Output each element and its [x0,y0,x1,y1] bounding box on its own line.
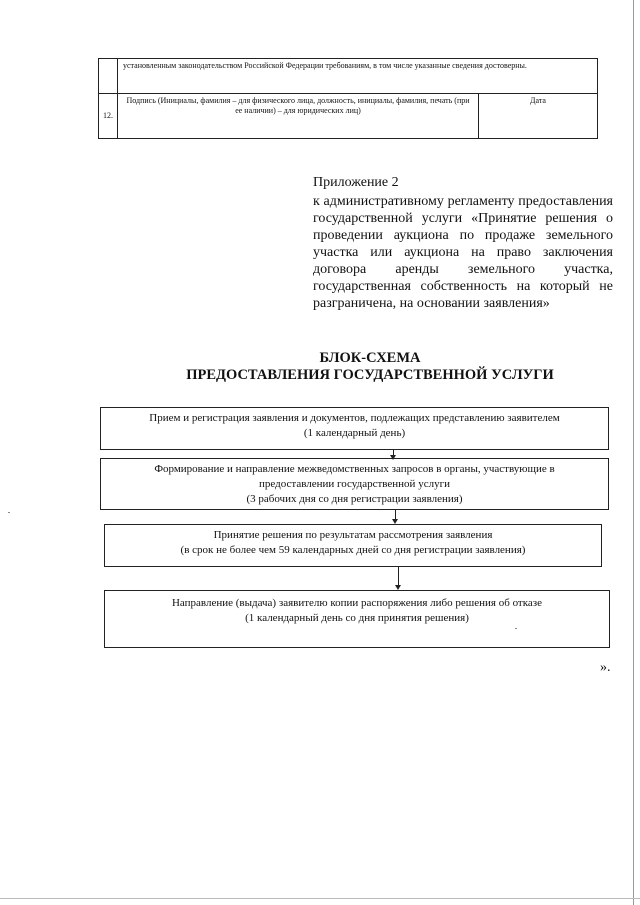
appendix-body: к административному регламенту предоставления государственной услуги «Принятие решения о проведении аукциона по продаже земельного участка или аукциона на право заключения договора аренды земельного участка, государственная собственность на который не разграничена, на основании заявления» [313,194,613,311]
row-number-cell: 12. [99,94,118,139]
heading-line-2: ПРЕДОСТАВЛЕНИЯ ГОСУДАРСТВЕННОЙ УСЛУГИ [186,367,554,383]
flow-step-box [100,458,609,510]
flow-step-box [104,524,602,567]
page-edge-right [633,0,634,905]
flow-step-text: предоставлении государственной услуги [259,478,450,490]
scan-speck [8,512,10,513]
row-number-cell [99,59,118,94]
closing-quote-mark: ». [600,660,611,675]
flow-step-duration: (3 рабочих дня со дня регистрации заявления) [246,493,463,505]
page-edge-bottom [0,898,640,899]
heading-line-1: БЛОК-СХЕМА [319,350,421,366]
flowchart-heading [100,350,640,384]
down-arrow-icon [393,450,394,456]
table-row [99,59,598,94]
date-cell: Дата [479,94,598,139]
appendix-block [313,174,613,312]
flow-step-duration: (1 календарный день со дня принятия решения) [245,612,469,624]
flow-step-duration: (1 календарный день) [303,427,406,439]
down-arrow-icon [398,567,399,586]
table-row [99,94,598,139]
flow-step-text: Направление (выдача) заявителю копии распоряжения либо решения об отказе [171,597,543,609]
form-table-fragment [98,58,598,139]
flow-step-duration: (в срок не более чем 59 календарных дней со дня регистрации заявления) [180,544,526,556]
down-arrow-icon [395,510,396,520]
flow-step-text: Принятие решения по результатам рассмотрения заявления [213,529,493,541]
flow-step-box [104,590,610,648]
appendix-title: Приложение 2 [313,175,399,190]
flow-step-text: Прием и регистрация заявления и документов, подлежащих представлению заявителем [149,412,560,424]
flow-step-text: Формирование и направление межведомственных запросов в органы, участвующие в [154,463,555,475]
confirmation-text-cell: установленным законодательством Российской Федерации требованиям, в том числе указанные сведения достоверны. [118,59,598,94]
flow-step-box [100,407,609,450]
signature-cell: Подпись (Инициалы, фамилия – для физического лица, должность, инициалы, фамилия, печать (при ее наличии) – для юридических лиц) [118,94,479,139]
